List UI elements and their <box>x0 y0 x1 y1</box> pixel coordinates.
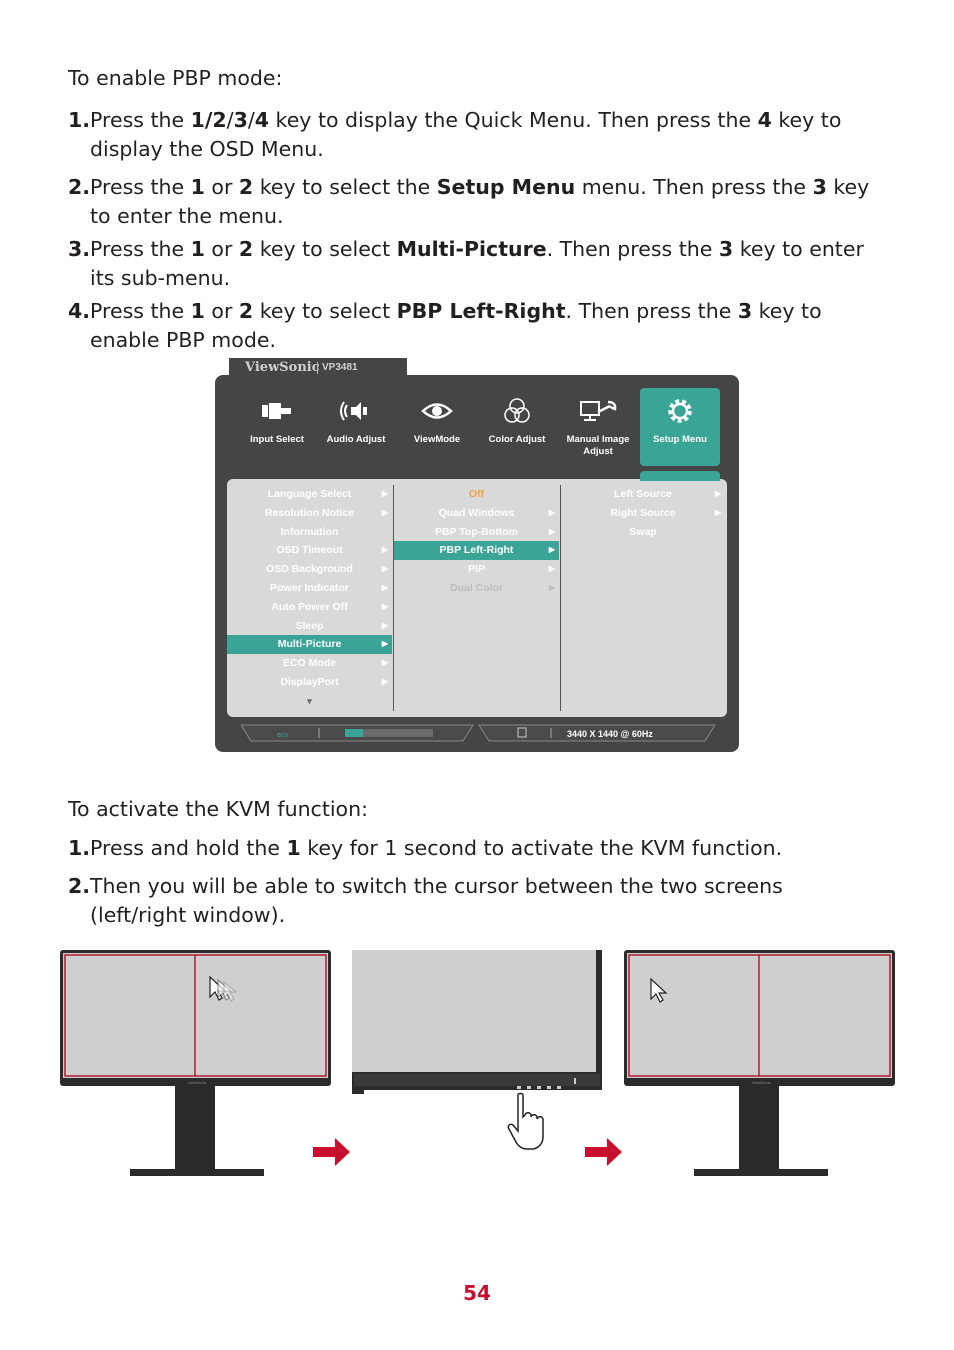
step-text: Press the 1 or 2 key to select the Setup Menu menu. Then press the 3 key to enter the menu. <box>90 175 870 228</box>
osd-item-label: PIP <box>468 563 485 576</box>
intro-pbp: To enable PBP mode: <box>68 66 283 90</box>
chevron-right-icon: ▶ <box>548 564 555 574</box>
osd-item-quad-windows[interactable] <box>394 504 559 523</box>
osd-item-label: Left Source <box>614 488 672 500</box>
eco-label: eco <box>277 732 289 739</box>
osd-item-label: Sleep <box>295 619 324 632</box>
osd-tab-label: Manual Image Adjust <box>566 434 630 457</box>
osd-item-eco-mode[interactable] <box>227 654 392 673</box>
osd-item-off[interactable] <box>394 485 559 504</box>
osd-item-osd-background[interactable] <box>227 560 392 579</box>
osd-item-label: Right Source <box>610 506 676 519</box>
osd-tab-label: Setup Menu <box>653 434 707 445</box>
kvm-steps-item <box>68 872 888 927</box>
model-label: VP3481 <box>317 362 358 374</box>
osd-item-label: Power Indicator <box>270 581 349 594</box>
step-number: 2. <box>68 175 91 199</box>
osd-item-pbp-left-right[interactable] <box>394 541 559 560</box>
osd-item-power-indicator[interactable] <box>227 579 392 598</box>
osd-item-pbp-top-bottom[interactable] <box>394 523 559 542</box>
chevron-right-icon: ▶ <box>714 489 721 498</box>
osd-item-label: ECO Mode <box>282 657 337 670</box>
monitor-left <box>60 950 331 1176</box>
osd-tab-label: Audio Adjust <box>326 434 386 445</box>
osd-item-label: Swap <box>629 525 657 538</box>
step-number: 1. <box>68 108 91 132</box>
step-number: 2. <box>68 874 91 898</box>
osd-item-label: DisplayPort <box>280 675 339 688</box>
osd-item-multi-picture[interactable] <box>227 635 392 654</box>
osd-item-information[interactable] <box>227 523 392 542</box>
chevron-right-icon: ▶ <box>548 526 555 536</box>
chevron-right-icon: ▶ <box>548 582 555 592</box>
osd-menu <box>215 358 739 752</box>
chevron-right-icon: ▶ <box>381 507 388 517</box>
osd-tab-manual-image-adjust[interactable] <box>558 388 638 458</box>
arrow-right-icon <box>585 1138 622 1166</box>
osd-item-label: Language Select <box>267 488 352 500</box>
osd-item-label: OSD Background <box>266 563 353 576</box>
scroll-down-icon[interactable]: ▾ <box>307 695 312 706</box>
step-text: Press the 1 or 2 key to select Multi-Picture. Then press the 3 key to enter its sub-menu. <box>90 237 864 290</box>
page-number: 54 <box>463 1281 491 1305</box>
intro-kvm: To activate the KVM function: <box>68 797 369 821</box>
osd-item-label: PBP Left-Right <box>439 544 514 557</box>
osd-item-label: Off <box>468 488 485 500</box>
osd-tab-color-adjust[interactable] <box>477 388 557 446</box>
osd-item-resolution-notice[interactable] <box>227 504 392 523</box>
osd-tab-setup-menu[interactable] <box>640 388 720 466</box>
osd-item-label: OSD Timeout <box>276 544 343 557</box>
step-text: Press and hold the 1 key for 1 second to activate the KVM function. <box>90 836 783 860</box>
osd-item-pip[interactable] <box>394 560 559 579</box>
chevron-right-icon: ▶ <box>381 545 388 555</box>
osd-item-label: Information <box>280 525 339 538</box>
osd-item-label: Auto Power Off <box>271 600 348 613</box>
pbp-steps-item <box>68 173 888 228</box>
osd-item-sleep[interactable] <box>227 617 392 636</box>
arrow-right-icon <box>313 1138 350 1166</box>
pbp-steps-item <box>68 106 888 161</box>
osd-item-label: PBP Top-Bottom <box>434 525 518 538</box>
monitor-zoom <box>352 950 602 1149</box>
osd-tab-label: Color Adjust <box>488 434 546 445</box>
osd-tab-audio-adjust[interactable] <box>316 388 396 446</box>
step-number: 3. <box>68 237 91 261</box>
chevron-right-icon: ▶ <box>714 507 721 517</box>
monitor-left-brand: ViewSonic <box>188 1080 207 1085</box>
chevron-right-icon: ▶ <box>381 676 388 686</box>
osd-tab-viewmode[interactable] <box>397 388 477 446</box>
step-text: Press the 1 or 2 key to select PBP Left-Right. Then press the 3 key to enable PBP mode. <box>90 299 822 352</box>
pbp-steps-item <box>68 297 888 352</box>
osd-item-right-source[interactable] <box>561 504 725 523</box>
chevron-right-icon: ▶ <box>381 658 388 668</box>
osd-item-label: Quad Windows <box>438 506 515 519</box>
resolution-label: 3440 X 1440 @ 60Hz <box>567 729 653 739</box>
chevron-right-icon: ▶ <box>381 489 388 498</box>
image-adjust-icon <box>558 388 638 434</box>
osd-item-label: Multi-Picture <box>277 638 342 651</box>
osd-item-auto-power-off[interactable] <box>227 598 392 617</box>
osd-tab-input-select[interactable] <box>237 388 317 446</box>
step-number: 4. <box>68 299 91 323</box>
osd-item-osd-timeout[interactable] <box>227 541 392 560</box>
osd-item-swap[interactable] <box>561 523 725 542</box>
osd-status-bar <box>241 724 715 742</box>
kvm-illustration <box>55 945 900 1180</box>
chevron-right-icon: ▶ <box>381 564 388 574</box>
chevron-right-icon: ▶ <box>548 545 555 555</box>
osd-item-label: Resolution Notice <box>264 506 355 519</box>
kvm-steps-item <box>68 834 888 863</box>
osd-item-displayport[interactable] <box>227 673 392 692</box>
chevron-right-icon: ▶ <box>548 507 555 517</box>
osd-panel <box>227 479 727 717</box>
pbp-steps-item <box>68 235 888 290</box>
gear-icon <box>640 388 720 434</box>
osd-tab-label: Input Select <box>250 434 304 445</box>
osd-item-label: Dual Color <box>449 581 504 594</box>
eye-icon <box>397 388 477 434</box>
color-icon <box>477 388 557 434</box>
setup-tab-extension <box>640 471 720 481</box>
monitor-right-brand: ViewSonic <box>752 1080 771 1085</box>
input-select-icon <box>237 388 317 434</box>
step-text: Press the 1/2/3/4 key to display the Quick Menu. Then press the 4 key to display the OSD Menu. <box>90 108 842 161</box>
osd-item-language-select[interactable] <box>227 485 392 504</box>
osd-item-left-source[interactable] <box>561 485 725 504</box>
step-text: Then you will be able to switch the cursor between the two screens (left/right window). <box>90 874 783 927</box>
chevron-right-icon: ▶ <box>381 601 388 611</box>
chevron-right-icon: ▶ <box>381 582 388 592</box>
step-number: 1. <box>68 836 91 860</box>
osd-item-dual-color[interactable] <box>394 579 559 598</box>
brand-logo: ViewSonic <box>245 360 320 375</box>
audio-icon <box>316 388 396 434</box>
chevron-right-icon: ▶ <box>381 620 388 630</box>
hand-pointer-icon <box>508 1094 543 1150</box>
chevron-right-icon: ▶ <box>381 639 388 649</box>
osd-tab-label: ViewMode <box>413 434 461 445</box>
monitor-right <box>624 950 895 1176</box>
